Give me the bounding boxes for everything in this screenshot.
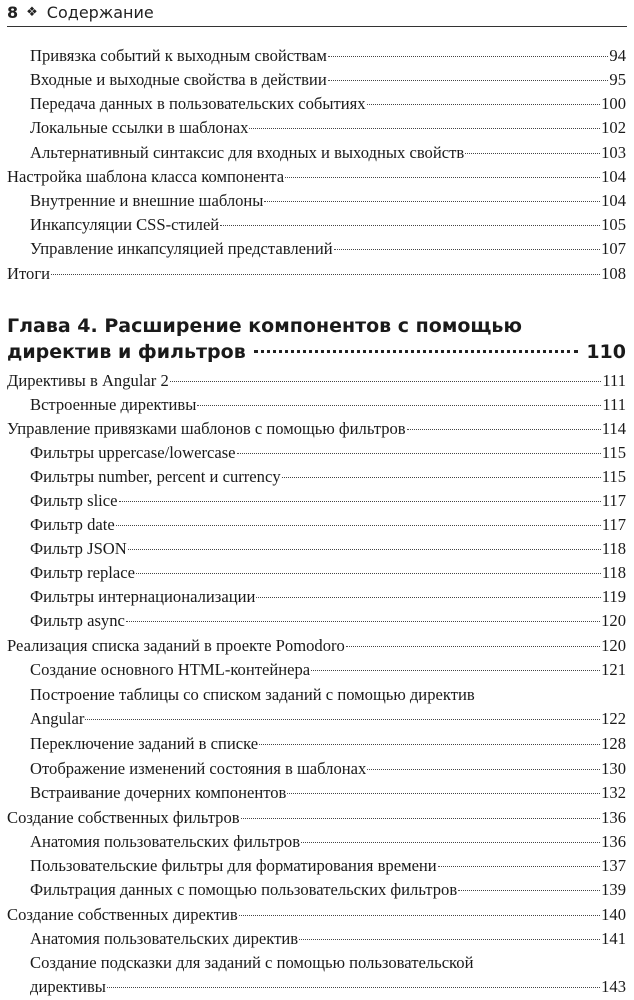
toc-entry[interactable]: Анатомия пользовательских фильтров 136 <box>30 832 626 851</box>
toc-entry[interactable]: Встроенные директивы 111 <box>30 395 626 414</box>
toc-entry[interactable]: директивы 143 <box>30 977 626 996</box>
toc-entry[interactable]: Angular 122 <box>30 709 626 728</box>
toc-entry[interactable]: Передача данных в пользовательских событиях 100 <box>30 94 626 113</box>
toc-entry[interactable]: Пользовательские фильтры для форматирования времени 137 <box>30 856 626 875</box>
toc-entry[interactable]: Фильтры uppercase/lowercase 115 <box>30 443 626 462</box>
chapter-page: 110 <box>586 341 626 363</box>
toc-section[interactable]: Управление привязками шаблонов с помощью фильтров 114 <box>7 419 626 438</box>
header-rule <box>7 26 627 27</box>
toc-section[interactable]: Создание собственных директив 140 <box>7 905 626 924</box>
toc-entry[interactable]: Фильтры number, percent и currency 115 <box>30 467 626 486</box>
toc-entry[interactable]: Фильтр JSON 118 <box>30 539 626 558</box>
toc-entry[interactable]: Внутренние и внешние шаблоны 104 <box>30 191 626 210</box>
toc-section[interactable]: Создание собственных фильтров 136 <box>7 808 626 827</box>
toc-entry-first-line[interactable]: Построение таблицы со списком заданий с помощью директив <box>30 685 475 704</box>
toc-section[interactable]: Настройка шаблона класса компонента 104 <box>7 167 626 186</box>
running-header <box>7 0 627 24</box>
toc-entry[interactable]: Фильтр async 120 <box>30 611 626 630</box>
toc-entry[interactable]: Инкапсуляции CSS-стилей 105 <box>30 215 626 234</box>
toc-section[interactable]: Директивы в Angular 2 111 <box>7 371 626 390</box>
toc-entry[interactable]: Фильтр date 117 <box>30 515 626 534</box>
toc-section[interactable]: Итоги 108 <box>7 264 626 283</box>
toc-entry[interactable]: Входные и выходные свойства в действии 95 <box>30 70 626 89</box>
toc-entry[interactable]: Создание основного HTML-контейнера 121 <box>30 660 626 679</box>
toc-entry[interactable]: Альтернативный синтаксис для входных и выходных свойств 103 <box>30 143 626 162</box>
toc-entry-first-line[interactable]: Создание подсказки для заданий с помощью пользовательской <box>30 953 474 972</box>
page-number: 8 <box>7 2 19 22</box>
toc-entry[interactable]: Фильтр slice 117 <box>30 491 626 510</box>
toc-entry[interactable]: Анатомия пользовательских директив 141 <box>30 929 626 948</box>
running-title: Содержание <box>46 2 154 22</box>
toc-entry[interactable]: Привязка событий к выходным свойствам 94 <box>30 46 626 65</box>
diamond-ornament-icon: ❖ <box>26 4 38 20</box>
toc-entry[interactable]: Локальные ссылки в шаблонах 102 <box>30 118 626 137</box>
toc-entry[interactable]: Переключение заданий в списке 128 <box>30 734 626 753</box>
chapter-title-line2[interactable]: директив и фильтров 110 <box>7 341 626 363</box>
toc-section[interactable]: Реализация списка заданий в проекте Pomodoro 120 <box>7 636 626 655</box>
toc-entry[interactable]: Отображение изменений состояния в шаблонах 130 <box>30 759 626 778</box>
toc-entry[interactable]: Фильтры интернационализации 119 <box>30 587 626 606</box>
toc-entry[interactable]: Управление инкапсуляцией представлений 107 <box>30 239 626 258</box>
toc-entry[interactable]: Фильтр replace 118 <box>30 563 626 582</box>
toc-entry[interactable]: Фильтрация данных с помощью пользовательских фильтров 139 <box>30 880 626 899</box>
toc-entry[interactable]: Встраивание дочерних компонентов 132 <box>30 783 626 802</box>
chapter-title[interactable]: Глава 4. Расширение компонентов с помощью <box>7 315 522 337</box>
